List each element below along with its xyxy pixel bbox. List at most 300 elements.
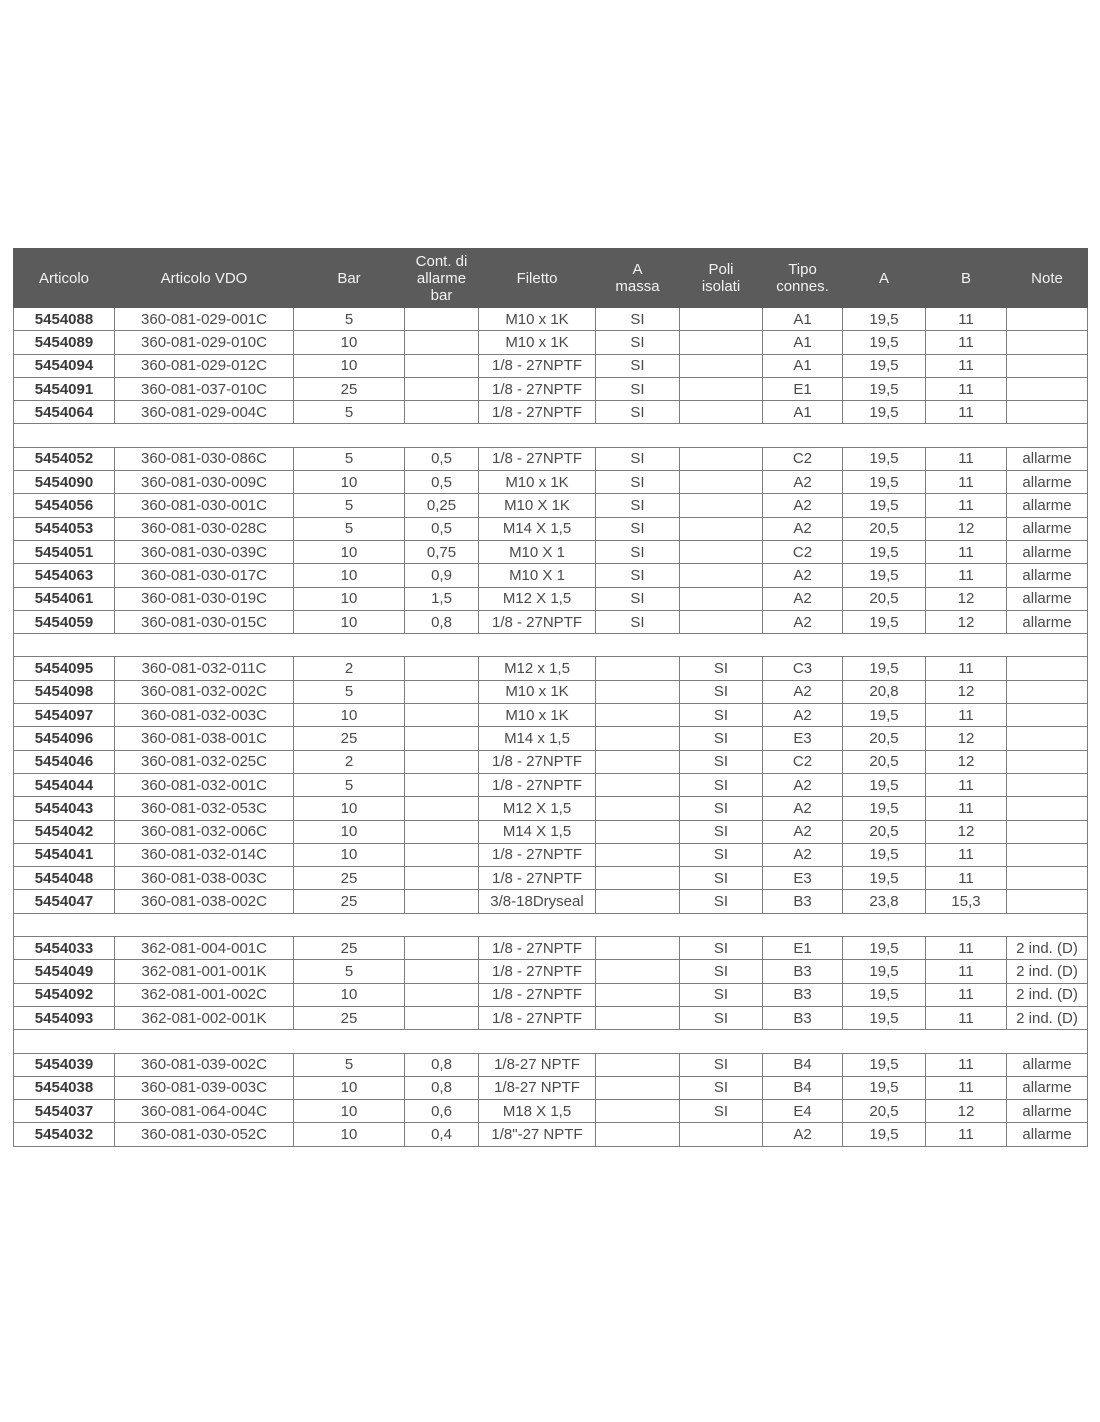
table-row bbox=[14, 820, 1088, 843]
cell-note: 2 ind. (D) bbox=[1007, 983, 1088, 1006]
header-col-a: A bbox=[843, 249, 926, 308]
cell-articolo: 5454059 bbox=[14, 610, 115, 633]
cell-note bbox=[1007, 354, 1088, 377]
table-row bbox=[14, 983, 1088, 1006]
cell-dim-a: 19,5 bbox=[843, 867, 926, 890]
cell-articolo: 5454097 bbox=[14, 704, 115, 727]
cell-a-massa bbox=[596, 867, 680, 890]
cell-poli-isolati bbox=[680, 540, 763, 563]
cell-cont-allarme bbox=[405, 750, 479, 773]
separator-cell bbox=[14, 634, 1088, 657]
cell-tipo-connes: A2 bbox=[763, 517, 843, 540]
cell-poli-isolati bbox=[680, 308, 763, 331]
cell-poli-isolati bbox=[680, 494, 763, 517]
cell-bar: 5 bbox=[294, 517, 405, 540]
cell-poli-isolati: SI bbox=[680, 657, 763, 680]
table-row bbox=[14, 401, 1088, 424]
cell-cont-allarme bbox=[405, 680, 479, 703]
cell-filetto: M10 x 1K bbox=[479, 331, 596, 354]
cell-dim-a: 19,5 bbox=[843, 1123, 926, 1146]
cell-a-massa bbox=[596, 937, 680, 960]
cell-bar: 25 bbox=[294, 890, 405, 913]
cell-articolo-vdo: 362-081-002-001K bbox=[115, 1006, 294, 1029]
cell-bar: 10 bbox=[294, 540, 405, 563]
cell-bar: 25 bbox=[294, 937, 405, 960]
group-separator-row bbox=[14, 424, 1088, 447]
cell-poli-isolati: SI bbox=[680, 867, 763, 890]
cell-filetto: 1/8 - 27NPTF bbox=[479, 610, 596, 633]
cell-cont-allarme bbox=[405, 843, 479, 866]
table-row bbox=[14, 471, 1088, 494]
cell-cont-allarme: 0,5 bbox=[405, 517, 479, 540]
cell-cont-allarme: 0,8 bbox=[405, 1076, 479, 1099]
cell-cont-allarme: 0,5 bbox=[405, 447, 479, 470]
cell-dim-b: 11 bbox=[926, 401, 1007, 424]
cell-note bbox=[1007, 308, 1088, 331]
table-row bbox=[14, 750, 1088, 773]
cell-poli-isolati: SI bbox=[680, 704, 763, 727]
cell-note bbox=[1007, 797, 1088, 820]
cell-note bbox=[1007, 843, 1088, 866]
cell-articolo-vdo: 362-081-004-001C bbox=[115, 937, 294, 960]
cell-filetto: M18 X 1,5 bbox=[479, 1100, 596, 1123]
cell-tipo-connes: C3 bbox=[763, 657, 843, 680]
cell-articolo-vdo: 360-081-032-003C bbox=[115, 704, 294, 727]
cell-articolo-vdo: 360-081-032-011C bbox=[115, 657, 294, 680]
table-row bbox=[14, 517, 1088, 540]
header-col-a-massa: A massa bbox=[596, 249, 680, 308]
cell-bar: 5 bbox=[294, 494, 405, 517]
cell-filetto: 1/8 - 27NPTF bbox=[479, 937, 596, 960]
table-row bbox=[14, 1076, 1088, 1099]
cell-articolo-vdo: 360-081-032-001C bbox=[115, 773, 294, 796]
cell-poli-isolati: SI bbox=[680, 1006, 763, 1029]
cell-articolo-vdo: 360-081-038-003C bbox=[115, 867, 294, 890]
cell-dim-a: 19,5 bbox=[843, 1053, 926, 1076]
cell-poli-isolati: SI bbox=[680, 820, 763, 843]
cell-poli-isolati bbox=[680, 587, 763, 610]
cell-articolo-vdo: 360-081-030-017C bbox=[115, 564, 294, 587]
cell-articolo: 5454095 bbox=[14, 657, 115, 680]
cell-dim-a: 19,5 bbox=[843, 331, 926, 354]
cell-cont-allarme bbox=[405, 983, 479, 1006]
cell-poli-isolati bbox=[680, 517, 763, 540]
cell-a-massa: SI bbox=[596, 540, 680, 563]
cell-articolo-vdo: 362-081-001-002C bbox=[115, 983, 294, 1006]
cell-a-massa: SI bbox=[596, 564, 680, 587]
cell-poli-isolati bbox=[680, 610, 763, 633]
table-row bbox=[14, 308, 1088, 331]
cell-articolo: 5454038 bbox=[14, 1076, 115, 1099]
cell-bar: 2 bbox=[294, 750, 405, 773]
cell-dim-b: 15,3 bbox=[926, 890, 1007, 913]
cell-articolo: 5454092 bbox=[14, 983, 115, 1006]
cell-note bbox=[1007, 890, 1088, 913]
cell-cont-allarme bbox=[405, 657, 479, 680]
cell-a-massa bbox=[596, 750, 680, 773]
cell-bar: 10 bbox=[294, 354, 405, 377]
cell-dim-a: 20,5 bbox=[843, 1100, 926, 1123]
cell-dim-a: 20,5 bbox=[843, 727, 926, 750]
cell-articolo-vdo: 360-081-030-019C bbox=[115, 587, 294, 610]
cell-dim-b: 12 bbox=[926, 1100, 1007, 1123]
cell-a-massa bbox=[596, 1076, 680, 1099]
cell-poli-isolati bbox=[680, 1123, 763, 1146]
cell-cont-allarme bbox=[405, 890, 479, 913]
group-separator-row bbox=[14, 913, 1088, 936]
cell-articolo-vdo: 360-081-030-086C bbox=[115, 447, 294, 470]
cell-cont-allarme bbox=[405, 960, 479, 983]
cell-tipo-connes: B4 bbox=[763, 1076, 843, 1099]
cell-dim-a: 20,5 bbox=[843, 517, 926, 540]
table-row bbox=[14, 610, 1088, 633]
cell-bar: 10 bbox=[294, 564, 405, 587]
cell-bar: 5 bbox=[294, 773, 405, 796]
cell-dim-a: 19,5 bbox=[843, 797, 926, 820]
cell-bar: 5 bbox=[294, 447, 405, 470]
table-header-row bbox=[14, 249, 1088, 308]
cell-bar: 10 bbox=[294, 610, 405, 633]
cell-dim-b: 11 bbox=[926, 1006, 1007, 1029]
header-col-filetto: Filetto bbox=[479, 249, 596, 308]
cell-dim-b: 11 bbox=[926, 867, 1007, 890]
cell-dim-b: 11 bbox=[926, 657, 1007, 680]
cell-cont-allarme bbox=[405, 308, 479, 331]
cell-cont-allarme: 0,4 bbox=[405, 1123, 479, 1146]
cell-dim-b: 12 bbox=[926, 610, 1007, 633]
cell-tipo-connes: E3 bbox=[763, 727, 843, 750]
cell-dim-a: 20,5 bbox=[843, 820, 926, 843]
cell-articolo: 5454096 bbox=[14, 727, 115, 750]
cell-poli-isolati bbox=[680, 331, 763, 354]
table-row bbox=[14, 727, 1088, 750]
cell-dim-b: 12 bbox=[926, 727, 1007, 750]
cell-bar: 25 bbox=[294, 867, 405, 890]
cell-articolo: 5454053 bbox=[14, 517, 115, 540]
cell-bar: 10 bbox=[294, 1076, 405, 1099]
cell-a-massa bbox=[596, 1006, 680, 1029]
cell-articolo-vdo: 360-081-029-004C bbox=[115, 401, 294, 424]
cell-filetto: 1/8 - 27NPTF bbox=[479, 750, 596, 773]
cell-filetto: 1/8 - 27NPTF bbox=[479, 960, 596, 983]
table-row bbox=[14, 354, 1088, 377]
cell-tipo-connes: A2 bbox=[763, 494, 843, 517]
cell-articolo-vdo: 362-081-001-001K bbox=[115, 960, 294, 983]
cell-filetto: M10 x 1K bbox=[479, 704, 596, 727]
cell-a-massa: SI bbox=[596, 377, 680, 400]
cell-a-massa bbox=[596, 843, 680, 866]
cell-a-massa bbox=[596, 890, 680, 913]
cell-poli-isolati: SI bbox=[680, 773, 763, 796]
cell-cont-allarme: 0,75 bbox=[405, 540, 479, 563]
cell-poli-isolati: SI bbox=[680, 937, 763, 960]
cell-note: allarme bbox=[1007, 564, 1088, 587]
cell-bar: 10 bbox=[294, 704, 405, 727]
cell-articolo: 5454061 bbox=[14, 587, 115, 610]
cell-dim-a: 19,5 bbox=[843, 960, 926, 983]
table-row bbox=[14, 797, 1088, 820]
header-col-articolo: Articolo bbox=[14, 249, 115, 308]
cell-a-massa bbox=[596, 773, 680, 796]
cell-dim-a: 19,5 bbox=[843, 471, 926, 494]
table-row bbox=[14, 843, 1088, 866]
cell-articolo: 5454056 bbox=[14, 494, 115, 517]
cell-cont-allarme bbox=[405, 1006, 479, 1029]
cell-cont-allarme: 0,25 bbox=[405, 494, 479, 517]
cell-articolo: 5454047 bbox=[14, 890, 115, 913]
cell-tipo-connes: C2 bbox=[763, 540, 843, 563]
cell-filetto: M10 X 1K bbox=[479, 494, 596, 517]
cell-tipo-connes: C2 bbox=[763, 750, 843, 773]
cell-note: 2 ind. (D) bbox=[1007, 1006, 1088, 1029]
cell-dim-a: 19,5 bbox=[843, 377, 926, 400]
table-row bbox=[14, 1053, 1088, 1076]
cell-dim-a: 20,5 bbox=[843, 750, 926, 773]
cell-a-massa: SI bbox=[596, 587, 680, 610]
cell-filetto: M14 X 1,5 bbox=[479, 820, 596, 843]
cell-note bbox=[1007, 401, 1088, 424]
cell-dim-b: 12 bbox=[926, 820, 1007, 843]
cell-dim-b: 11 bbox=[926, 797, 1007, 820]
table-row bbox=[14, 447, 1088, 470]
cell-bar: 25 bbox=[294, 377, 405, 400]
cell-filetto: 1/8 - 27NPTF bbox=[479, 983, 596, 1006]
cell-articolo-vdo: 360-081-037-010C bbox=[115, 377, 294, 400]
cell-tipo-connes: A2 bbox=[763, 1123, 843, 1146]
table-row bbox=[14, 564, 1088, 587]
cell-dim-a: 19,5 bbox=[843, 401, 926, 424]
cell-filetto: M12 X 1,5 bbox=[479, 797, 596, 820]
cell-note: allarme bbox=[1007, 494, 1088, 517]
table-row bbox=[14, 331, 1088, 354]
cell-articolo-vdo: 360-081-032-053C bbox=[115, 797, 294, 820]
cell-articolo-vdo: 360-081-064-004C bbox=[115, 1100, 294, 1123]
cell-articolo-vdo: 360-081-029-010C bbox=[115, 331, 294, 354]
cell-filetto: 1/8 - 27NPTF bbox=[479, 447, 596, 470]
table-row bbox=[14, 1123, 1088, 1146]
cell-articolo: 5454063 bbox=[14, 564, 115, 587]
cell-articolo-vdo: 360-081-030-009C bbox=[115, 471, 294, 494]
cell-articolo-vdo: 360-081-030-052C bbox=[115, 1123, 294, 1146]
separator-cell bbox=[14, 1030, 1088, 1053]
cell-poli-isolati: SI bbox=[680, 960, 763, 983]
cell-dim-a: 20,8 bbox=[843, 680, 926, 703]
cell-cont-allarme bbox=[405, 867, 479, 890]
cell-dim-b: 11 bbox=[926, 308, 1007, 331]
cell-poli-isolati: SI bbox=[680, 727, 763, 750]
header-col-tipo-connes: Tipo connes. bbox=[763, 249, 843, 308]
cell-tipo-connes: E1 bbox=[763, 937, 843, 960]
cell-dim-a: 19,5 bbox=[843, 704, 926, 727]
product-spec-table bbox=[13, 248, 1088, 1147]
cell-poli-isolati bbox=[680, 564, 763, 587]
cell-dim-a: 19,5 bbox=[843, 937, 926, 960]
table-row bbox=[14, 960, 1088, 983]
cell-tipo-connes: E3 bbox=[763, 867, 843, 890]
cell-articolo: 5454039 bbox=[14, 1053, 115, 1076]
cell-articolo: 5454033 bbox=[14, 937, 115, 960]
cell-tipo-connes: E1 bbox=[763, 377, 843, 400]
cell-dim-b: 11 bbox=[926, 983, 1007, 1006]
cell-poli-isolati: SI bbox=[680, 1100, 763, 1123]
cell-bar: 10 bbox=[294, 820, 405, 843]
cell-dim-b: 11 bbox=[926, 1123, 1007, 1146]
separator-cell bbox=[14, 913, 1088, 936]
cell-poli-isolati bbox=[680, 471, 763, 494]
group-separator-row bbox=[14, 634, 1088, 657]
cell-articolo: 5454052 bbox=[14, 447, 115, 470]
cell-filetto: 1/8-27 NPTF bbox=[479, 1076, 596, 1099]
cell-bar: 25 bbox=[294, 1006, 405, 1029]
cell-cont-allarme bbox=[405, 820, 479, 843]
cell-tipo-connes: A1 bbox=[763, 308, 843, 331]
cell-cont-allarme: 0,9 bbox=[405, 564, 479, 587]
cell-dim-b: 11 bbox=[926, 540, 1007, 563]
cell-articolo-vdo: 360-081-038-001C bbox=[115, 727, 294, 750]
table-row bbox=[14, 540, 1088, 563]
cell-filetto: M12 x 1,5 bbox=[479, 657, 596, 680]
cell-a-massa: SI bbox=[596, 517, 680, 540]
cell-tipo-connes: A1 bbox=[763, 401, 843, 424]
cell-poli-isolati: SI bbox=[680, 890, 763, 913]
cell-tipo-connes: A1 bbox=[763, 331, 843, 354]
cell-filetto: M10 X 1 bbox=[479, 564, 596, 587]
cell-articolo-vdo: 360-081-038-002C bbox=[115, 890, 294, 913]
table-row bbox=[14, 890, 1088, 913]
cell-filetto: M10 x 1K bbox=[479, 680, 596, 703]
cell-poli-isolati bbox=[680, 447, 763, 470]
cell-dim-b: 11 bbox=[926, 704, 1007, 727]
cell-articolo: 5454042 bbox=[14, 820, 115, 843]
cell-cont-allarme: 0,5 bbox=[405, 471, 479, 494]
cell-tipo-connes: A2 bbox=[763, 773, 843, 796]
cell-note: allarme bbox=[1007, 1100, 1088, 1123]
table-row bbox=[14, 1100, 1088, 1123]
cell-a-massa: SI bbox=[596, 447, 680, 470]
cell-articolo-vdo: 360-081-030-001C bbox=[115, 494, 294, 517]
cell-bar: 2 bbox=[294, 657, 405, 680]
table-row bbox=[14, 680, 1088, 703]
cell-a-massa bbox=[596, 960, 680, 983]
cell-articolo: 5454090 bbox=[14, 471, 115, 494]
cell-tipo-connes: A2 bbox=[763, 820, 843, 843]
cell-a-massa: SI bbox=[596, 331, 680, 354]
cell-dim-b: 11 bbox=[926, 494, 1007, 517]
cell-note bbox=[1007, 727, 1088, 750]
cell-dim-b: 11 bbox=[926, 960, 1007, 983]
cell-tipo-connes: A2 bbox=[763, 843, 843, 866]
cell-bar: 10 bbox=[294, 797, 405, 820]
cell-dim-b: 11 bbox=[926, 377, 1007, 400]
cell-articolo: 5454043 bbox=[14, 797, 115, 820]
cell-articolo-vdo: 360-081-030-015C bbox=[115, 610, 294, 633]
cell-cont-allarme bbox=[405, 773, 479, 796]
cell-tipo-connes: B4 bbox=[763, 1053, 843, 1076]
cell-dim-a: 19,5 bbox=[843, 354, 926, 377]
cell-dim-a: 19,5 bbox=[843, 1076, 926, 1099]
cell-cont-allarme bbox=[405, 401, 479, 424]
cell-tipo-connes: B3 bbox=[763, 983, 843, 1006]
cell-dim-a: 19,5 bbox=[843, 447, 926, 470]
cell-cont-allarme: 0,8 bbox=[405, 610, 479, 633]
cell-dim-a: 19,5 bbox=[843, 494, 926, 517]
cell-dim-b: 11 bbox=[926, 843, 1007, 866]
separator-cell bbox=[14, 424, 1088, 447]
table-row bbox=[14, 657, 1088, 680]
cell-dim-a: 19,5 bbox=[843, 1006, 926, 1029]
cell-articolo-vdo: 360-081-029-012C bbox=[115, 354, 294, 377]
cell-note: allarme bbox=[1007, 587, 1088, 610]
cell-note: 2 ind. (D) bbox=[1007, 960, 1088, 983]
cell-dim-b: 11 bbox=[926, 773, 1007, 796]
cell-a-massa: SI bbox=[596, 308, 680, 331]
cell-tipo-connes: A2 bbox=[763, 610, 843, 633]
cell-tipo-connes: A2 bbox=[763, 564, 843, 587]
cell-dim-a: 23,8 bbox=[843, 890, 926, 913]
cell-tipo-connes: B3 bbox=[763, 890, 843, 913]
cell-poli-isolati: SI bbox=[680, 1076, 763, 1099]
cell-a-massa: SI bbox=[596, 494, 680, 517]
cell-cont-allarme bbox=[405, 797, 479, 820]
cell-dim-a: 20,5 bbox=[843, 587, 926, 610]
table-row bbox=[14, 587, 1088, 610]
cell-poli-isolati: SI bbox=[680, 1053, 763, 1076]
cell-tipo-connes: E4 bbox=[763, 1100, 843, 1123]
cell-articolo: 5454037 bbox=[14, 1100, 115, 1123]
cell-filetto: 1/8 - 27NPTF bbox=[479, 377, 596, 400]
cell-articolo: 5454032 bbox=[14, 1123, 115, 1146]
cell-articolo: 5454094 bbox=[14, 354, 115, 377]
cell-articolo: 5454041 bbox=[14, 843, 115, 866]
table-row bbox=[14, 704, 1088, 727]
cell-tipo-connes: A2 bbox=[763, 797, 843, 820]
cell-note bbox=[1007, 377, 1088, 400]
cell-note bbox=[1007, 750, 1088, 773]
table-row bbox=[14, 867, 1088, 890]
cell-a-massa bbox=[596, 983, 680, 1006]
cell-a-massa bbox=[596, 657, 680, 680]
cell-poli-isolati: SI bbox=[680, 797, 763, 820]
cell-dim-a: 19,5 bbox=[843, 610, 926, 633]
cell-articolo-vdo: 360-081-032-006C bbox=[115, 820, 294, 843]
table-row bbox=[14, 937, 1088, 960]
cell-tipo-connes: A2 bbox=[763, 680, 843, 703]
cell-filetto: 1/8 - 27NPTF bbox=[479, 354, 596, 377]
cell-note: allarme bbox=[1007, 1053, 1088, 1076]
cell-a-massa: SI bbox=[596, 471, 680, 494]
cell-a-massa bbox=[596, 727, 680, 750]
group-separator-row bbox=[14, 1030, 1088, 1053]
table-row bbox=[14, 377, 1088, 400]
cell-bar: 10 bbox=[294, 1123, 405, 1146]
cell-tipo-connes: B3 bbox=[763, 1006, 843, 1029]
cell-articolo: 5454091 bbox=[14, 377, 115, 400]
cell-note: allarme bbox=[1007, 517, 1088, 540]
cell-tipo-connes: A2 bbox=[763, 471, 843, 494]
cell-filetto: 1/8 - 27NPTF bbox=[479, 773, 596, 796]
cell-cont-allarme bbox=[405, 937, 479, 960]
header-col-b: B bbox=[926, 249, 1007, 308]
cell-note bbox=[1007, 657, 1088, 680]
cell-articolo-vdo: 360-081-039-003C bbox=[115, 1076, 294, 1099]
cell-articolo: 5454088 bbox=[14, 308, 115, 331]
cell-poli-isolati: SI bbox=[680, 843, 763, 866]
cell-bar: 5 bbox=[294, 960, 405, 983]
cell-dim-b: 12 bbox=[926, 750, 1007, 773]
cell-tipo-connes: B3 bbox=[763, 960, 843, 983]
cell-filetto: M12 X 1,5 bbox=[479, 587, 596, 610]
cell-dim-a: 19,5 bbox=[843, 308, 926, 331]
